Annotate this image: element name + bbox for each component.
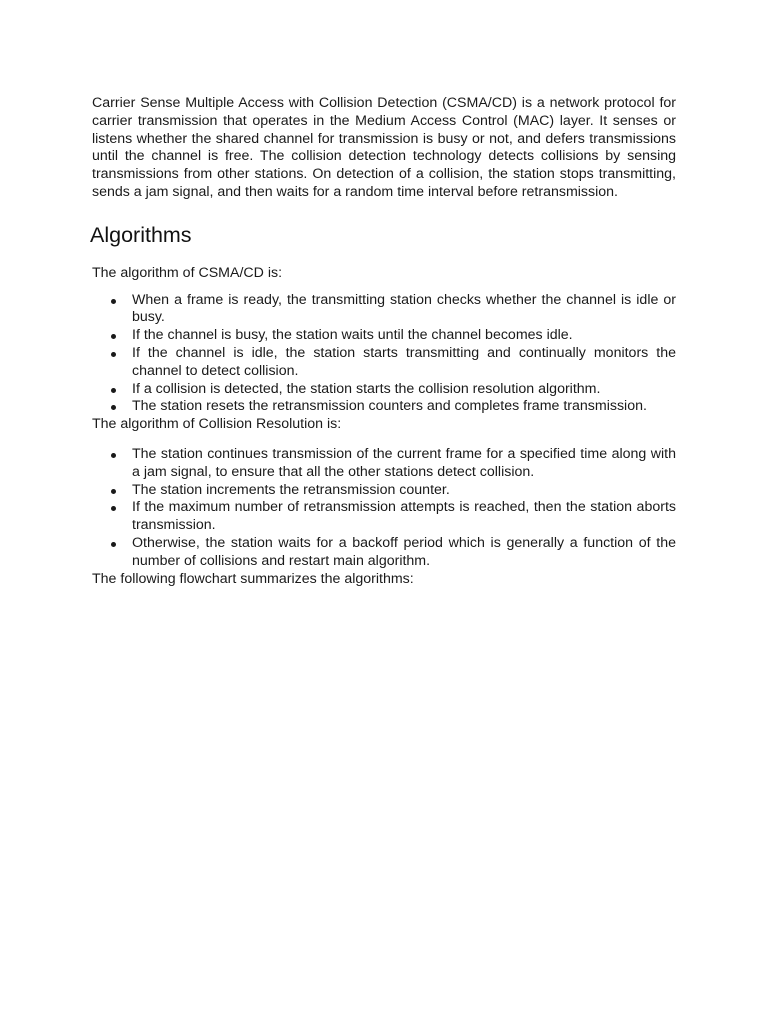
resolution-intro-text: The algorithm of Collision Resolution is: [92,416,342,433]
list-item [92,292,676,328]
list-item-text: Otherwise, the station waits for a backoff period which is generally a function of the number of collisions and restart main algorithm. [132,534,676,569]
csma-steps-list [92,292,676,417]
list-item-text: The station increments the retransmission counter. [132,481,450,498]
document-page [92,95,676,588]
list-item [92,345,676,381]
list-item-text: If the channel is busy, the station waits until the channel becomes idle. [132,327,573,344]
bullet-icon [111,352,116,357]
list-item [92,446,676,482]
bullet-icon [111,405,116,410]
list-item [92,381,676,399]
intro-paragraph: Carrier Sense Multiple Access with Collision Detection (CSMA/CD) is a network protocol for carrier transmission that operates in the Medium Access Control (MAC) layer. It senses or listens whether the shared channel for transmission is busy or not, and defers transmissions until the channel is free. The collision detection technology detects collisions by sensing transmissions from other stations. On detection of a collision, the station stops transmitting, sends a jam signal, and then waits for a random time interval before retransmission. [92,95,676,200]
list-item-text: The station resets the retransmission counters and completes frame transmission. [132,398,647,415]
list-item-text: If the channel is idle, the station starts transmitting and continually monitors the channel to detect collision. [132,344,676,379]
flowchart-intro-text: The following flowchart summarizes the algorithms: [92,570,414,587]
list-item-text: The station continues transmission of the current frame for a specified time along with a jam signal, to ensure that all the other stations detect collision. [132,445,676,480]
bullet-icon [111,542,116,547]
list-item-text: If a collision is detected, the station starts the collision resolution algorithm. [132,380,601,397]
bullet-icon [111,453,116,458]
resolution-steps-list [92,446,676,571]
bullet-icon [111,334,116,339]
bullet-icon [111,506,116,511]
csma-intro-text: The algorithm of CSMA/CD is: [92,264,283,281]
bullet-icon [111,299,116,304]
list-item [92,482,676,500]
section-heading: Algorithms [90,222,192,247]
list-item [92,398,676,416]
list-item [92,535,676,571]
list-item-text: When a frame is ready, the transmitting station checks whether the channel is idle or busy. [132,291,676,326]
list-item [92,327,676,345]
bullet-icon [111,388,116,393]
list-item-text: If the maximum number of retransmission attempts is reached, then the station aborts transmission. [132,499,676,534]
bullet-icon [111,489,116,494]
list-item [92,499,676,535]
